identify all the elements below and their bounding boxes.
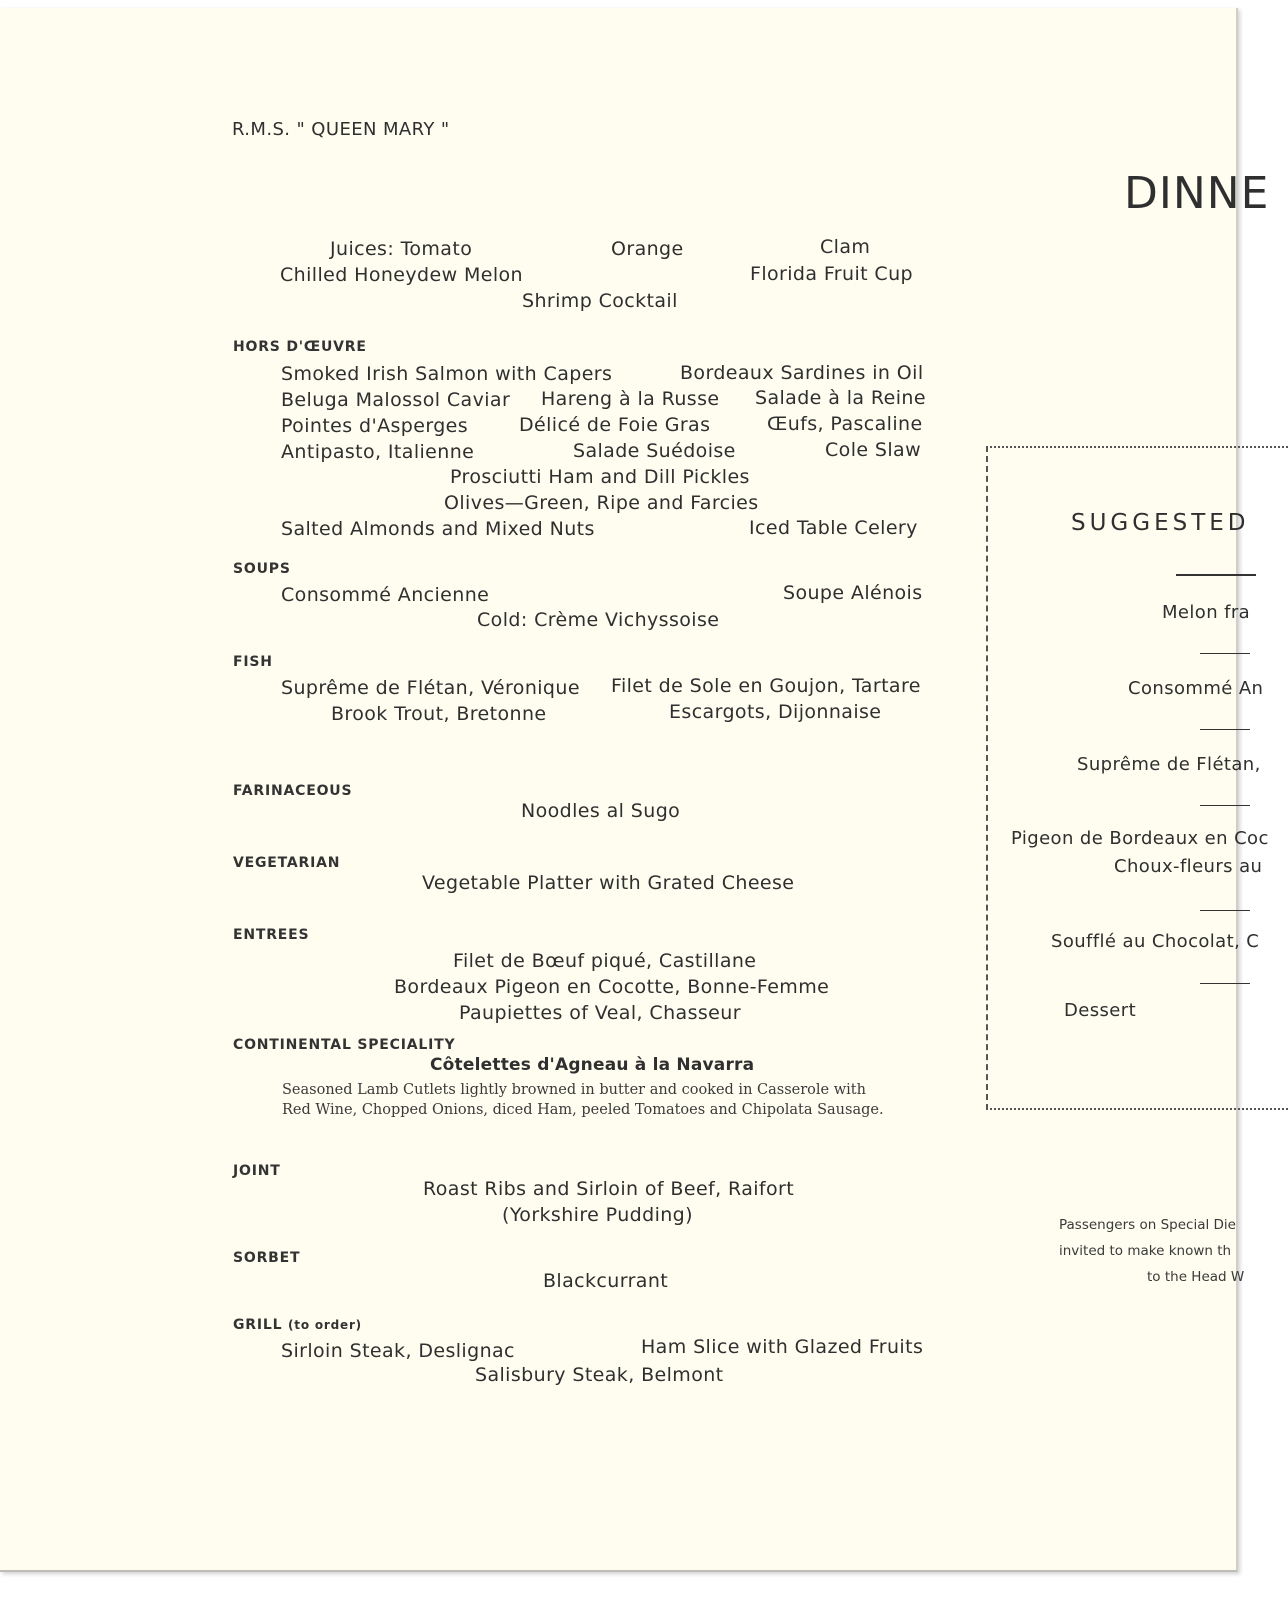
passenger-note: invited to make known th xyxy=(1059,1243,1232,1259)
suggested-item: Pigeon de Bordeaux en Coc xyxy=(1011,828,1269,849)
menu-item: Noodles al Sugo xyxy=(521,800,681,822)
starter-orange: Orange xyxy=(611,238,684,260)
menu-item: Brook Trout, Bretonne xyxy=(331,703,547,725)
menu-item: Paupiettes of Veal, Chasseur xyxy=(459,1002,741,1024)
menu-item: Soupe Alénois xyxy=(783,582,923,604)
menu-item: Salade Suédoise xyxy=(573,440,736,462)
menu-item: Salted Almonds and Mixed Nuts xyxy=(281,518,595,540)
suggested-title: SUGGESTED xyxy=(1071,510,1250,536)
starter-fruit-cup: Florida Fruit Cup xyxy=(750,263,914,285)
menu-item: Bordeaux Sardines in Oil xyxy=(680,362,924,384)
divider xyxy=(1200,983,1250,984)
menu-item: (Yorkshire Pudding) xyxy=(502,1204,693,1226)
suggested-item: Melon fra xyxy=(1162,602,1251,623)
starter-melon: Chilled Honeydew Melon xyxy=(280,264,523,286)
menu-item: Filet de Sole en Goujon, Tartare xyxy=(611,675,921,697)
suggested-item: Dessert xyxy=(1064,1000,1137,1021)
menu-item: Antipasto, Italienne xyxy=(281,441,475,463)
section-joint: JOINT xyxy=(233,1163,281,1179)
menu-item: Ham Slice with Glazed Fruits xyxy=(641,1336,924,1358)
menu-item: Sirloin Steak, Deslignac xyxy=(281,1340,515,1362)
menu-item: Salade à la Reine xyxy=(755,387,926,409)
starter-clam: Clam xyxy=(820,236,871,258)
menu-item: Smoked Irish Salmon with Capers xyxy=(281,363,613,385)
menu-item: Suprême de Flétan, Véronique xyxy=(281,677,580,699)
menu-item: Délicé de Foie Gras xyxy=(519,414,711,436)
section-sorbet: SORBET xyxy=(233,1250,301,1266)
menu-item: Vegetable Platter with Grated Cheese xyxy=(422,872,795,894)
menu-item: Œufs, Pascaline xyxy=(767,413,923,435)
divider xyxy=(1200,653,1250,654)
menu-item: Roast Ribs and Sirloin of Beef, Raifort xyxy=(423,1178,795,1200)
menu-item: Bordeaux Pigeon en Cocotte, Bonne-Femme xyxy=(394,976,830,998)
divider xyxy=(1200,729,1250,730)
ship-name: R.M.S. " QUEEN MARY " xyxy=(232,119,450,140)
divider xyxy=(1200,910,1250,911)
menu-item: Prosciutti Ham and Dill Pickles xyxy=(450,466,750,488)
starter-shrimp: Shrimp Cocktail xyxy=(522,290,678,312)
divider xyxy=(1176,574,1256,576)
menu-item: Blackcurrant xyxy=(543,1270,669,1292)
section-fish: FISH xyxy=(233,654,273,670)
menu-item: Beluga Malossol Caviar xyxy=(281,389,511,411)
starter-juices: Juices: Tomato xyxy=(330,238,473,260)
menu-item: Iced Table Celery xyxy=(749,517,918,539)
menu-item: Cold: Crème Vichyssoise xyxy=(477,609,720,631)
passenger-note: Passengers on Special Die xyxy=(1059,1217,1236,1233)
section-farinaceous: FARINACEOUS xyxy=(233,783,353,799)
menu-item: Filet de Bœuf piqué, Castillane xyxy=(453,950,757,972)
section-soups: SOUPS xyxy=(233,561,291,577)
continental-dish: Côtelettes d'Agneau à la Navarra xyxy=(430,1055,755,1075)
menu-item: Hareng à la Russe xyxy=(541,388,720,410)
passenger-note: to the Head W xyxy=(1147,1269,1245,1285)
section-grill: GRILL (to order) xyxy=(233,1317,362,1333)
divider xyxy=(1200,805,1250,806)
section-vegetarian: VEGETARIAN xyxy=(233,855,341,871)
menu-item: Pointes d'Asperges xyxy=(281,415,469,437)
continental-description: Seasoned Lamb Cutlets lightly browned in butter and cooked in Casserole with xyxy=(282,1082,866,1098)
suggested-item: Choux-fleurs au xyxy=(1114,856,1263,877)
menu-item: Consommé Ancienne xyxy=(281,584,490,606)
continental-description: Red Wine, Chopped Onions, diced Ham, peeled Tomatoes and Chipolata Sausage. xyxy=(282,1102,884,1118)
suggested-menu-box xyxy=(986,446,1288,1110)
menu-item: Escargots, Dijonnaise xyxy=(669,701,882,723)
suggested-item: Suprême de Flétan, xyxy=(1077,754,1261,775)
menu-item: Cole Slaw xyxy=(825,439,922,461)
menu-item: Salisbury Steak, Belmont xyxy=(475,1364,724,1386)
menu-page xyxy=(0,8,1270,1572)
section-continental: CONTINENTAL SPECIALITY xyxy=(233,1037,456,1053)
section-entrees: ENTREES xyxy=(233,927,310,943)
section-hors-doeuvre: HORS D'ŒUVRE xyxy=(233,339,367,355)
suggested-item: Consommé An xyxy=(1128,678,1264,699)
suggested-item: Soufflé au Chocolat, C xyxy=(1051,931,1260,952)
page-title: DINNE xyxy=(1124,168,1270,219)
menu-item: Olives—Green, Ripe and Farcies xyxy=(444,492,759,514)
